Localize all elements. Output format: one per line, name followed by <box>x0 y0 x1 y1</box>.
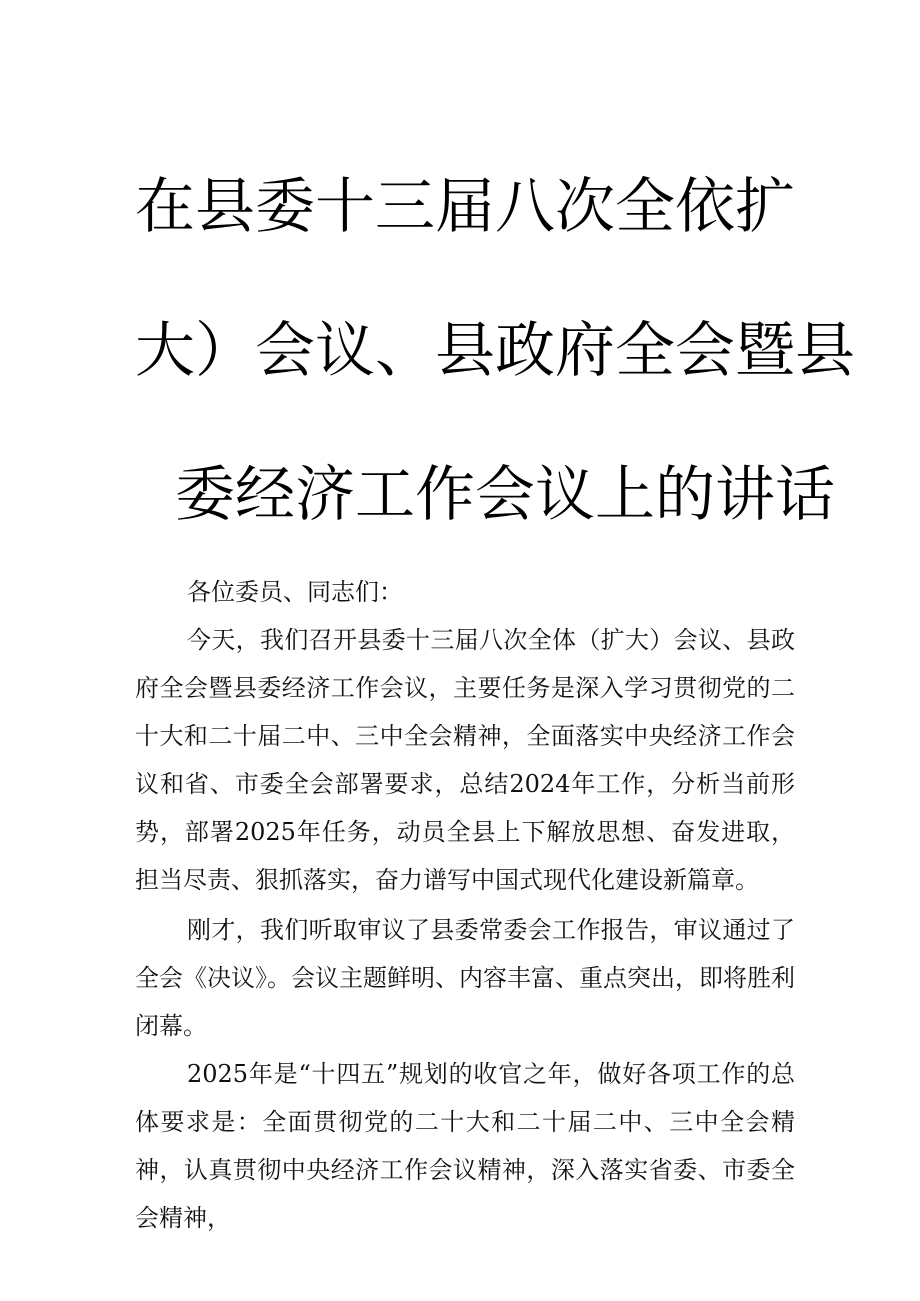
document-title-line-3: 委经济工作会议上的讲话 <box>175 460 835 530</box>
document-title-line-1: 在县委十三届八次全依扩 <box>135 172 795 242</box>
body-paragraph-2: 刚才，我们听取审议了县委常委会工作报告，审议通过了全会《决议》。会议主题鲜明、内容丰富、重点突出，即将胜利闭幕。 <box>135 916 795 1040</box>
body-paragraph-3: 2025年是“十四五”规划的收官之年，做好各项工作的总体要求是：全面贯彻党的二十大和二十届二中、三中全会精神，认真贯彻中央经济工作会议精神，深入落实省委、市委全会精神， <box>135 1060 795 1232</box>
greeting: 各位委员、同志们： <box>187 578 403 606</box>
document-title-line-2: 大）会议、县政府全会暨县 <box>135 316 855 386</box>
body-paragraph-1: 今天，我们召开县委十三届八次全体（扩大）会议、县政府全会暨县委经济工作会议，主要任务是深入学习贯彻党的二十大和二十届二中、三中全会精神，全面落实中央经济工作会议和省、市委全会部署要求，总结2024年工作，分析当前形势，部署2025年任务，动员全县上下解放思想、奋发进取，担当尽责、狠抓落实，奋力谱写中国式现代化建设新篇章。 <box>135 626 795 894</box>
